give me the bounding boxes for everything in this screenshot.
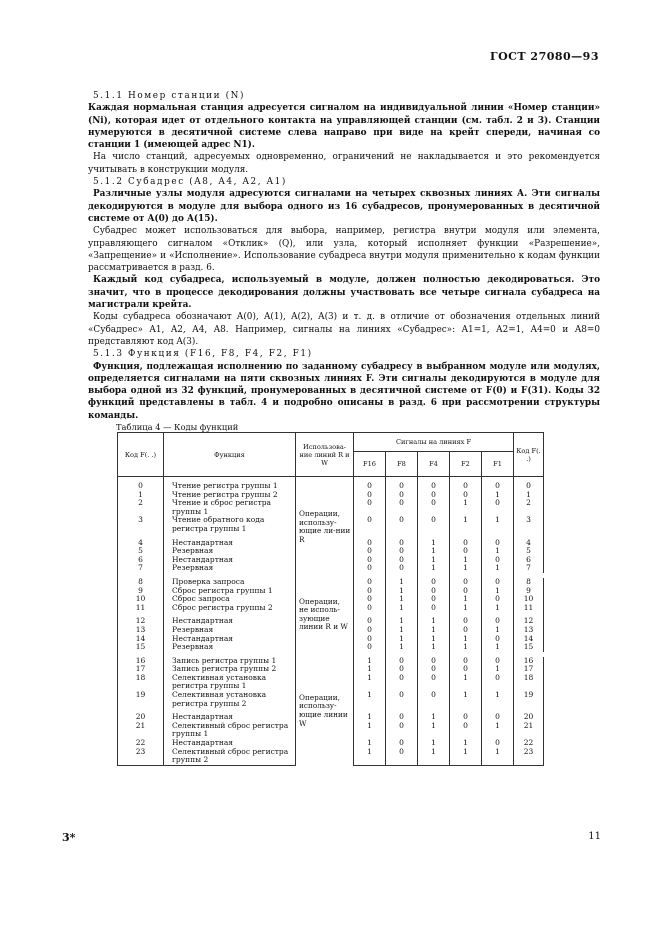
cell-f4: 0 xyxy=(418,674,450,691)
function-codes-table xyxy=(117,432,544,766)
cell-f2: 1 xyxy=(450,564,482,573)
cell-f1: 1 xyxy=(482,626,514,635)
cell-f4: 1 xyxy=(418,722,450,739)
cell-code2: 13 xyxy=(514,626,544,635)
cell-f1: 0 xyxy=(482,539,514,548)
cell-f1: 1 xyxy=(482,748,514,766)
cell-f16: 1 xyxy=(354,713,386,722)
cell-code2: 3 xyxy=(514,516,544,533)
cell-f16: 0 xyxy=(354,482,386,491)
cell-fn: Сброс регистра группы 2 xyxy=(164,604,296,613)
cell-code2: 11 xyxy=(514,604,544,613)
cell-f2: 1 xyxy=(450,595,482,604)
cell-fn: Нестандартная xyxy=(164,713,296,722)
cell-fn: Резервная xyxy=(164,564,296,573)
cell-f1: 0 xyxy=(482,635,514,644)
cell-f4: 0 xyxy=(418,587,450,596)
cell-f1: 0 xyxy=(482,482,514,491)
cell-code: 13 xyxy=(118,626,164,635)
cell-f2: 0 xyxy=(450,713,482,722)
cell-f16: 0 xyxy=(354,587,386,596)
cell-code2: 9 xyxy=(514,587,544,596)
cell-f8: 1 xyxy=(386,578,418,587)
cell-fn: Нестандартная xyxy=(164,617,296,626)
cell-f4: 0 xyxy=(418,604,450,613)
cell-f2: 0 xyxy=(450,578,482,587)
cell-f16: 0 xyxy=(354,491,386,500)
cell-f1: 0 xyxy=(482,674,514,691)
cell-f2: 1 xyxy=(450,604,482,613)
cell-f8: 0 xyxy=(386,748,418,766)
cell-code: 4 xyxy=(118,539,164,548)
paragraph: Коды субадреса обозначают A(0), A(1), A(2), A(3) и т. д. в отличие от обозначения отдельных линий «Субадрес» A1, A2, A4, A8. Например, сигналы на линиях «Субадрес»: A1=1, A2=1, A4=0 и A8=0 представляют код A(3). xyxy=(88,312,600,347)
cell-code2: 17 xyxy=(514,665,544,674)
cell-f8: 0 xyxy=(386,547,418,556)
cell-f4: 0 xyxy=(418,595,450,604)
cell-f4: 1 xyxy=(418,748,450,766)
table-caption: Таблица 4 — Коды функций xyxy=(116,422,239,432)
cell-f8: 0 xyxy=(386,482,418,491)
cell-f2: 1 xyxy=(450,739,482,748)
cell-code: 21 xyxy=(118,722,164,739)
header-f16: F16 xyxy=(354,452,386,477)
cell-f1: 1 xyxy=(482,547,514,556)
cell-code: 6 xyxy=(118,556,164,565)
cell-f8: 0 xyxy=(386,713,418,722)
cell-f4: 1 xyxy=(418,643,450,652)
cell-f2: 0 xyxy=(450,665,482,674)
cell-f8: 0 xyxy=(386,539,418,548)
paragraph: Субадрес может использоваться для выбора, например, регистра внутри модуля или элемента, управляющего сигналом «Отклик» (Q), или узла, который исполняет функции «Разрешение», «Запрещение» и «Исполнение». Использование субадреса внутри модуля применительно к кодам функции рассматривается в разд. 6. xyxy=(88,226,600,274)
header-use: Использова-ние линий R и W xyxy=(296,433,354,477)
cell-fn: Чтение регистра группы 1 xyxy=(164,482,296,491)
cell-code: 18 xyxy=(118,674,164,691)
cell-f1: 0 xyxy=(482,713,514,722)
header-code-right: Код F(. .) xyxy=(514,433,544,477)
cell-f4: 0 xyxy=(418,482,450,491)
cell-fn: Резервная xyxy=(164,643,296,652)
cell-f16: 0 xyxy=(354,539,386,548)
cell-fn: Нестандартная xyxy=(164,635,296,644)
cell-f16: 0 xyxy=(354,604,386,613)
cell-fn: Селективная установка регистра группы 1 xyxy=(164,674,296,691)
header-f4: F4 xyxy=(418,452,450,477)
cell-f8: 0 xyxy=(386,491,418,500)
cell-f1: 0 xyxy=(482,617,514,626)
cell-f8: 0 xyxy=(386,722,418,739)
cell-f2: 0 xyxy=(450,482,482,491)
paragraph: Различные узлы модуля адресуются сигналами на четырех сквозных линиях А. Эти сигналы декодируются в модуле для выбора одного из 16 субадресов, пронумерованных в десятичной системе от A(0) до A(15). xyxy=(88,189,600,224)
cell-f4: 0 xyxy=(418,657,450,666)
cell-f2: 0 xyxy=(450,547,482,556)
cell-fn: Нестандартная xyxy=(164,539,296,548)
cell-line-usage: Операции, использу-ющие линии W xyxy=(296,657,354,766)
cell-f2: 0 xyxy=(450,539,482,548)
cell-f8: 1 xyxy=(386,595,418,604)
header-function: Функция xyxy=(164,433,296,477)
cell-f2: 1 xyxy=(450,635,482,644)
cell-code2: 22 xyxy=(514,739,544,748)
cell-fn: Чтение обратного кода регистра группы 1 xyxy=(164,516,296,533)
cell-f1: 1 xyxy=(482,516,514,533)
cell-f1: 0 xyxy=(482,657,514,666)
cell-f1: 0 xyxy=(482,499,514,516)
cell-code2: 23 xyxy=(514,748,544,766)
cell-f8: 0 xyxy=(386,556,418,565)
cell-code: 10 xyxy=(118,595,164,604)
cell-f8: 0 xyxy=(386,691,418,708)
header-f1: F1 xyxy=(482,452,514,477)
cell-code: 22 xyxy=(118,739,164,748)
cell-f16: 0 xyxy=(354,617,386,626)
table-body xyxy=(118,477,544,766)
cell-f8: 1 xyxy=(386,626,418,635)
cell-code2: 20 xyxy=(514,713,544,722)
section-heading: 5.1.2 Субадрес (A8, A4, A2, A1) xyxy=(93,177,287,188)
cell-f16: 0 xyxy=(354,499,386,516)
cell-code: 12 xyxy=(118,617,164,626)
cell-fn: Нестандартная xyxy=(164,556,296,565)
cell-code2: 5 xyxy=(514,547,544,556)
cell-f2: 1 xyxy=(450,691,482,708)
paragraph: Каждый код субадреса, используемый в модуле, должен полностью декодироваться. Это значит, что в процессе декодирования должны участвовать все четыре сигнала субадреса на магистрали крейта. xyxy=(88,275,600,311)
cell-code2: 8 xyxy=(514,578,544,587)
cell-f2: 1 xyxy=(450,748,482,766)
cell-fn: Сброс регистра группы 1 xyxy=(164,587,296,596)
cell-f2: 1 xyxy=(450,556,482,565)
cell-f1: 1 xyxy=(482,722,514,739)
cell-f2: 1 xyxy=(450,674,482,691)
cell-f4: 1 xyxy=(418,739,450,748)
cell-code: 16 xyxy=(118,657,164,666)
cell-code2: 6 xyxy=(514,556,544,565)
cell-f1: 1 xyxy=(482,491,514,500)
cell-fn: Селективный сброс регистра группы 1 xyxy=(164,722,296,739)
cell-code: 0 xyxy=(118,482,164,491)
cell-f4: 1 xyxy=(418,713,450,722)
cell-f1: 1 xyxy=(482,643,514,652)
cell-f1: 0 xyxy=(482,556,514,565)
cell-f16: 0 xyxy=(354,595,386,604)
cell-code: 8 xyxy=(118,578,164,587)
cell-f1: 1 xyxy=(482,564,514,573)
cell-code2: 1 xyxy=(514,491,544,500)
cell-f16: 0 xyxy=(354,547,386,556)
cell-code2: 10 xyxy=(514,595,544,604)
cell-f4: 1 xyxy=(418,564,450,573)
header-code: Код F(. .) xyxy=(118,433,164,477)
cell-code: 17 xyxy=(118,665,164,674)
cell-code: 3 xyxy=(118,516,164,533)
cell-f1: 1 xyxy=(482,691,514,708)
cell-fn: Селективный сброс регистра группы 2 xyxy=(164,748,296,766)
cell-f2: 1 xyxy=(450,516,482,533)
cell-fn: Чтение и сброс регистра группы 1 xyxy=(164,499,296,516)
cell-code2: 21 xyxy=(514,722,544,739)
cell-f4: 0 xyxy=(418,516,450,533)
cell-f4: 1 xyxy=(418,547,450,556)
cell-f8: 0 xyxy=(386,665,418,674)
cell-f4: 1 xyxy=(418,635,450,644)
cell-f4: 1 xyxy=(418,556,450,565)
cell-f1: 0 xyxy=(482,739,514,748)
cell-f4: 0 xyxy=(418,578,450,587)
cell-f16: 1 xyxy=(354,674,386,691)
cell-code: 11 xyxy=(118,604,164,613)
body-text xyxy=(88,90,600,422)
cell-f8: 1 xyxy=(386,604,418,613)
cell-f2: 0 xyxy=(450,657,482,666)
cell-f16: 1 xyxy=(354,657,386,666)
cell-f8: 1 xyxy=(386,587,418,596)
cell-f4: 0 xyxy=(418,491,450,500)
cell-line-usage: Операции, использу-ющие ли-нии R xyxy=(296,482,354,573)
cell-code: 2 xyxy=(118,499,164,516)
cell-code: 15 xyxy=(118,643,164,652)
cell-f2: 0 xyxy=(450,587,482,596)
cell-f16: 1 xyxy=(354,739,386,748)
cell-f8: 0 xyxy=(386,516,418,533)
cell-f8: 0 xyxy=(386,564,418,573)
cell-f2: 0 xyxy=(450,491,482,500)
cell-f1: 1 xyxy=(482,604,514,613)
section-heading: 5.1.3 Функция (F16, F8, F4, F2, F1) xyxy=(93,349,313,360)
cell-f8: 0 xyxy=(386,499,418,516)
cell-f16: 0 xyxy=(354,635,386,644)
cell-f16: 0 xyxy=(354,578,386,587)
cell-code: 14 xyxy=(118,635,164,644)
cell-code2: 19 xyxy=(514,691,544,708)
cell-fn: Нестандартная xyxy=(164,739,296,748)
cell-f8: 1 xyxy=(386,643,418,652)
cell-fn: Резервная xyxy=(164,547,296,556)
cell-f16: 1 xyxy=(354,722,386,739)
cell-code: 1 xyxy=(118,491,164,500)
cell-f8: 1 xyxy=(386,635,418,644)
cell-f1: 0 xyxy=(482,595,514,604)
cell-f2: 0 xyxy=(450,722,482,739)
cell-f2: 1 xyxy=(450,499,482,516)
cell-fn: Запись регистра группы 1 xyxy=(164,657,296,666)
cell-f8: 1 xyxy=(386,617,418,626)
cell-f2: 0 xyxy=(450,626,482,635)
cell-f8: 0 xyxy=(386,674,418,691)
page-number: 11 xyxy=(588,831,601,842)
cell-code2: 4 xyxy=(514,539,544,548)
cell-code: 23 xyxy=(118,748,164,766)
cell-f16: 0 xyxy=(354,626,386,635)
cell-fn: Сброс запроса xyxy=(164,595,296,604)
paragraph: Каждая нормальная станция адресуется сигналом на индивидуальной линии «Номер станции» (Ni), которая идет от отдельного контакта на управляющей станции (см. табл. 2 и 3). Станции нумеруются в десятичной системе слева направо при виде на крейт спереди, начиная со станции 1 (имеющей адрес N1). xyxy=(88,103,600,151)
cell-fn: Селективная установка регистра группы 2 xyxy=(164,691,296,708)
cell-f4: 0 xyxy=(418,691,450,708)
cell-f2: 0 xyxy=(450,617,482,626)
cell-f1: 0 xyxy=(482,578,514,587)
cell-fn: Резервная xyxy=(164,626,296,635)
section-heading: 5.1.1 Номер станции (N) xyxy=(93,91,246,101)
cell-fn: Чтение регистра группы 2 xyxy=(164,491,296,500)
header-f8: F8 xyxy=(386,452,418,477)
cell-f16: 1 xyxy=(354,691,386,708)
cell-f8: 0 xyxy=(386,739,418,748)
cell-f1: 1 xyxy=(482,665,514,674)
cell-f4: 1 xyxy=(418,626,450,635)
cell-f16: 1 xyxy=(354,665,386,674)
cell-code2: 12 xyxy=(514,617,544,626)
footer-mark: 3* xyxy=(62,831,76,844)
cell-f16: 0 xyxy=(354,643,386,652)
paragraph: Функция, подлежащая исполнению по заданному субадресу в выбранном модуле или модулях, определяется сигналами на пяти сквозных линиях F. Эти сигналы декодируются в модуле для выбора одной из 32 функций, пронумерованных в десятичной системе от F(0) и F(31). Коды 32 функций представлены в табл. 4 и подробно описаны в разд. 6 при рассмотрении структуры команды. xyxy=(88,361,600,421)
cell-code: 20 xyxy=(118,713,164,722)
cell-f4: 1 xyxy=(418,539,450,548)
cell-f4: 0 xyxy=(418,665,450,674)
document-header: ГОСТ 27080—93 xyxy=(489,50,599,63)
cell-f1: 1 xyxy=(482,587,514,596)
cell-f4: 0 xyxy=(418,499,450,516)
cell-f4: 1 xyxy=(418,617,450,626)
cell-code: 19 xyxy=(118,691,164,708)
cell-code2: 14 xyxy=(514,635,544,644)
cell-code: 5 xyxy=(118,547,164,556)
cell-code2: 0 xyxy=(514,482,544,491)
cell-f2: 1 xyxy=(450,643,482,652)
cell-fn: Запись регистра группы 2 xyxy=(164,665,296,674)
cell-f16: 0 xyxy=(354,556,386,565)
cell-f8: 0 xyxy=(386,657,418,666)
cell-fn: Проверка запроса xyxy=(164,578,296,587)
cell-f16: 0 xyxy=(354,564,386,573)
cell-line-usage: Операции, не исполь-зующие линии R и W xyxy=(296,578,354,652)
cell-code: 7 xyxy=(118,564,164,573)
paragraph: На число станций, адресуемых одновременно, ограничений не накладывается и это рекомендуется учитывать в конструкции модуля. xyxy=(88,152,600,175)
cell-code2: 7 xyxy=(514,564,544,573)
cell-code: 9 xyxy=(118,587,164,596)
cell-code2: 18 xyxy=(514,674,544,691)
cell-code2: 16 xyxy=(514,657,544,666)
cell-code2: 15 xyxy=(514,643,544,652)
cell-code2: 2 xyxy=(514,499,544,516)
header-f2: F2 xyxy=(450,452,482,477)
cell-f16: 1 xyxy=(354,748,386,766)
header-signals: Сигналы на линиях F xyxy=(354,433,514,452)
cell-f16: 0 xyxy=(354,516,386,533)
